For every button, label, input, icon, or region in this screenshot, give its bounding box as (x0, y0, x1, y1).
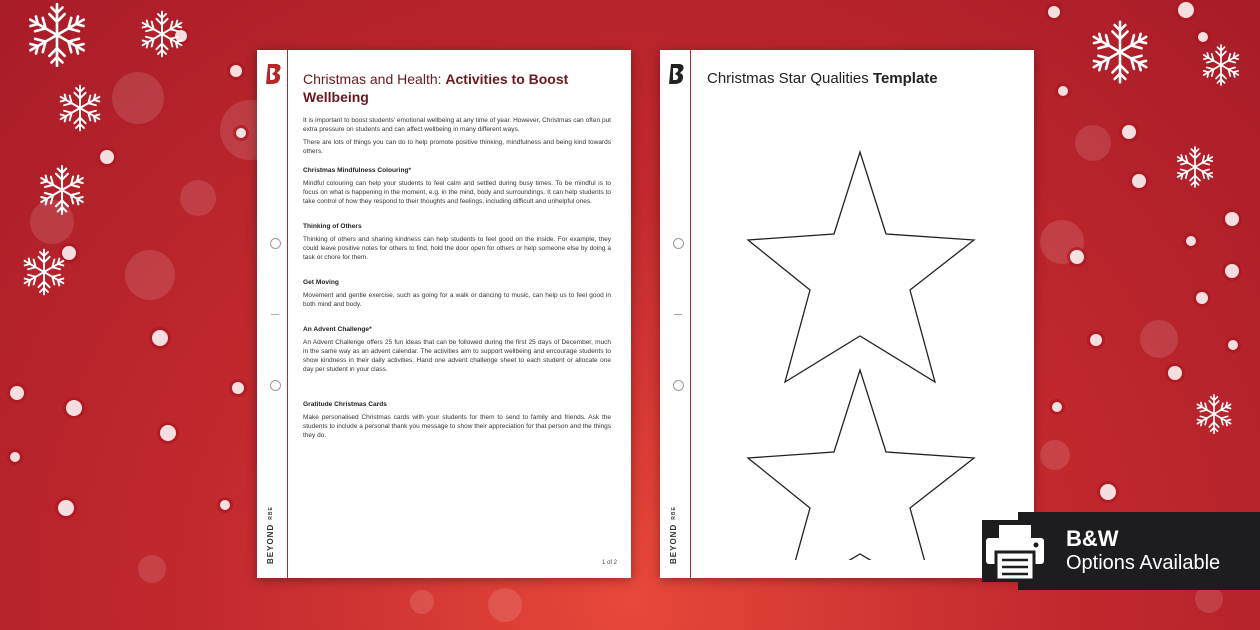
section-text: Make personalised Christmas cards with your students for them to send to family and friends. Ask the students to include a personal thank you message to show their appreciation for that person and the things they do. (303, 414, 611, 439)
punch-hole (673, 380, 684, 391)
section-text: Movement and gentle exercise, such as going for a walk or dancing to music, can help us to feel good in both mind and body. (303, 292, 611, 308)
section-heading: Christmas Mindfulness Colouring* (303, 167, 412, 174)
snowflake-icon (52, 80, 108, 136)
snowflake-icon (22, 0, 92, 70)
snowflake-icon (16, 244, 72, 300)
snowflake-icon (32, 160, 92, 220)
brand-wordmark: BEYONDRBE (669, 506, 678, 564)
section-heading: Gratitude Christmas Cards (303, 401, 387, 408)
punch-hole (673, 238, 684, 249)
brand-logo-icon (265, 62, 283, 86)
punch-hole (270, 380, 281, 391)
title-bold: Template (872, 70, 938, 87)
bw-options-badge (1018, 512, 1260, 590)
margin-line (690, 50, 691, 578)
star-outline-bottom[interactable] (748, 370, 974, 560)
section-heading: Get Moving (303, 279, 339, 286)
worksheet-page-2[interactable] (660, 50, 1034, 578)
punch-hole (270, 238, 281, 249)
page-number: 1 of 2 (601, 560, 617, 566)
title-bold: Activities to Boost Wellbeing (303, 71, 569, 105)
star-outline-top[interactable] (748, 152, 974, 382)
brand-logo-icon (668, 62, 686, 86)
fold-mark (674, 314, 682, 315)
title-normal: Christmas and Health: (303, 71, 446, 87)
star-templates (740, 100, 980, 560)
margin-line (287, 50, 288, 578)
section-text: Mindful colouring can help your students to feel calm and settled during busy times. To be mindful is to focus on what is happening in the moment, e.g. in the mind, body and surroundings. It can help students to take control of how they respond to their thoughts and feelings, including difficult and unhelpful ones. (303, 180, 611, 205)
section-text: An Advent Challenge offers 25 fun ideas that can be followed during the first 25 days of December, much in the same way as an advent calendar. The activities aim to support wellbeing and encourage students to show kindness in their daily activities. Hand one advent challenge sheet to each student or allocate one day per student in your class. (303, 339, 611, 373)
snowflake-icon (1190, 390, 1238, 438)
snowflake-icon (1196, 40, 1246, 90)
article-body (303, 116, 611, 444)
page-title (303, 70, 613, 106)
intro-paragraph: There are lots of things you can do to help promote positive thinking, mindfulness and being kind towards others. (303, 139, 611, 155)
fold-mark (271, 314, 279, 315)
title-normal: Christmas Star Qualities (707, 70, 873, 87)
page-title (707, 70, 938, 87)
snowflake-icon (1170, 142, 1220, 192)
section-heading: An Advent Challenge* (303, 326, 372, 333)
section-text: Thinking of others and sharing kindness can help students to feel good on the inside. For example, they could leave positive notes for others to find, hold the door open for others or help someone else by doing a task or chore for them. (303, 236, 611, 261)
badge-subtitle: Options Available (1066, 552, 1221, 574)
intro-paragraph: It is important to boost students' emotional wellbeing at any time of year. However, Christmas can often put extra pressure on students and can affect wellbeing in many different ways. (303, 117, 611, 133)
section-heading: Thinking of Others (303, 223, 362, 230)
worksheet-page-1[interactable] (257, 50, 631, 578)
printer-icon (980, 518, 1050, 584)
snowflake-icon (134, 6, 190, 62)
brand-wordmark: BEYONDRBE (266, 506, 275, 564)
snowflake-icon (1084, 16, 1156, 88)
badge-title: B&W (1066, 526, 1119, 551)
